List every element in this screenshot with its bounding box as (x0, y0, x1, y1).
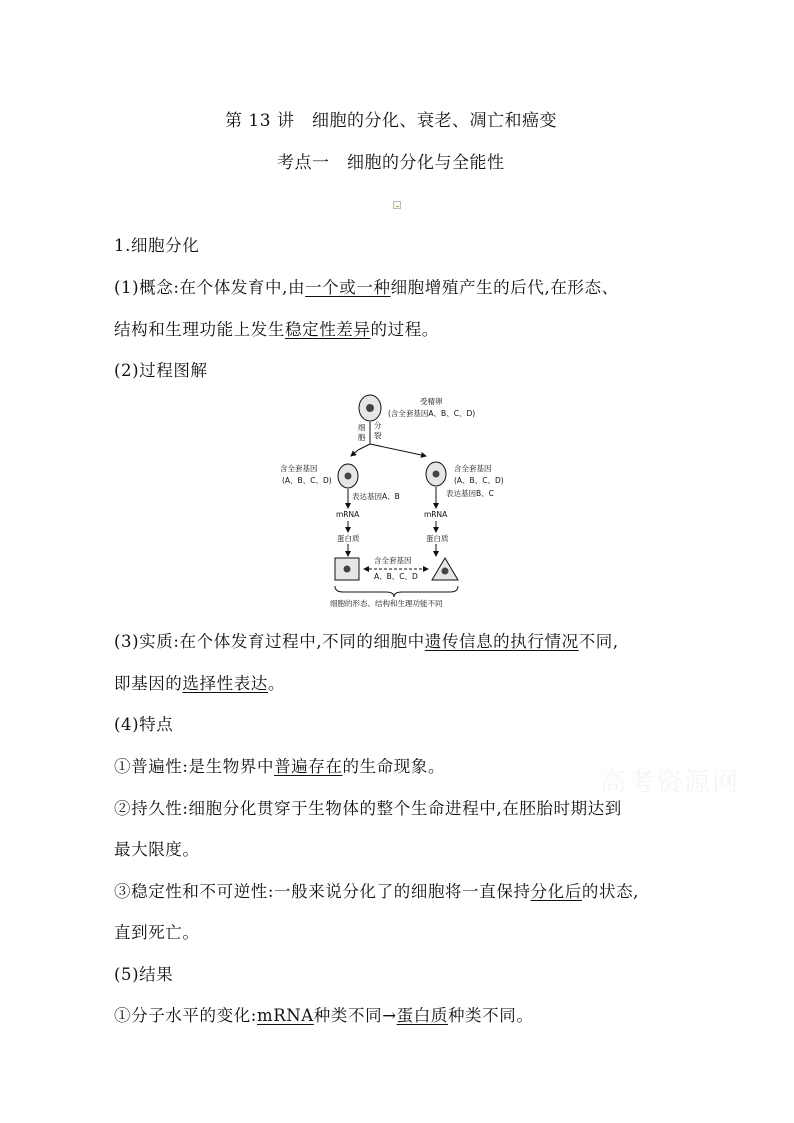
mid-genes-list: A、B、C、D (374, 572, 418, 581)
underlined-answer: 稳定性差异 (285, 320, 371, 339)
mid-genes-label: 含全套基因 (374, 556, 412, 565)
express-right-label: 表达基因B、C (446, 489, 494, 498)
result-molecular (114, 1002, 533, 1026)
text: (3)实质:在个体发育过程中,不同的细胞中 (114, 632, 425, 651)
protein-left-label: 蛋白质 (337, 534, 360, 543)
concept-line-2 (114, 316, 439, 340)
mrna-right-label: mRNA (424, 510, 448, 519)
concept-line-1 (114, 274, 619, 298)
text: 不同, (578, 632, 619, 651)
division-char: 胞 (358, 433, 366, 442)
square-cell-icon (335, 558, 359, 580)
essence-line-1 (114, 628, 619, 652)
differentiation-diagram (278, 392, 528, 614)
left-genes-list: (A、B、C、D) (282, 476, 332, 485)
section-title: 考点一 细胞的分化与全能性 (277, 153, 505, 173)
text: 种类不同→ (313, 1006, 397, 1025)
underlined-answer: 普遍存在 (274, 757, 343, 776)
text: ③稳定性和不可逆性:一般来说分化了的细胞将一直保持 (114, 882, 531, 901)
text: 的状态, (581, 882, 640, 901)
right-cell-icon (426, 462, 446, 486)
zygote-label: 受精卵 (420, 397, 443, 406)
text: ①普遍性:是生物界中 (114, 757, 275, 776)
text: 。 (267, 674, 286, 693)
text: 细胞增殖产生的后代,在形态、 (390, 278, 619, 297)
express-left-label: 表达基因A、B (352, 492, 400, 501)
text: 种类不同。 (447, 1006, 534, 1025)
division-char: 裂 (374, 431, 382, 440)
text: 的生命现象。 (342, 757, 446, 776)
bottom-summary-label: 细胞的形态、结构和生理功能不同 (330, 599, 443, 608)
text: 的过程。 (370, 320, 439, 339)
feature-stability (114, 878, 639, 902)
text: (1)概念:在个体发育中,由 (114, 278, 306, 297)
heading-cell-differentiation: 1.细胞分化 (114, 236, 200, 255)
underlined-answer: 遗传信息的执行情况 (424, 632, 579, 651)
text: 结构和生理功能上发生 (114, 320, 285, 339)
underlined-answer: 分化后 (530, 882, 582, 901)
text: 即基因的 (114, 674, 183, 693)
underlined-answer: 一个或一种 (305, 278, 391, 297)
left-genes-label: 含全套基因 (280, 464, 318, 473)
feature-stability-cont: 直到死亡。 (114, 923, 200, 942)
underlined-answer: 蛋白质 (396, 1006, 448, 1025)
essence-line-2 (114, 670, 285, 694)
feature-universality (114, 753, 445, 777)
lecture-title: 第 13 讲 细胞的分化、衰老、凋亡和癌变 (225, 111, 557, 131)
protein-right-label: 蛋白质 (426, 534, 449, 543)
underlined-answer: 选择性表达 (182, 674, 268, 693)
process-diagram-heading: (2)过程图解 (114, 361, 208, 380)
results-heading: (5)结果 (114, 965, 174, 984)
left-cell-icon (338, 464, 358, 488)
division-char: 分 (374, 421, 382, 430)
mrna-left-label: mRNA (336, 510, 360, 519)
triangle-cell-icon (432, 558, 458, 580)
division-char: 细 (358, 423, 366, 432)
right-genes-label: 含全套基因 (454, 464, 492, 473)
features-heading: (4)特点 (114, 715, 174, 734)
watermark: 高考资源网 (600, 768, 741, 798)
feature-persistence-cont: 最大限度。 (114, 840, 200, 859)
text: ①分子水平的变化: (114, 1006, 257, 1025)
zygote-genes-label: (含全套基因A、B、C、D) (388, 409, 476, 418)
image-placeholder-icon (393, 201, 401, 209)
zygote-cell-icon (359, 395, 381, 421)
underlined-answer: mRNA (256, 1006, 314, 1025)
feature-persistence: ②持久性:细胞分化贯穿于生物体的整个生命进程中,在胚胎时期达到 (114, 799, 622, 818)
right-genes-list: (A、B、C、D) (454, 476, 504, 485)
